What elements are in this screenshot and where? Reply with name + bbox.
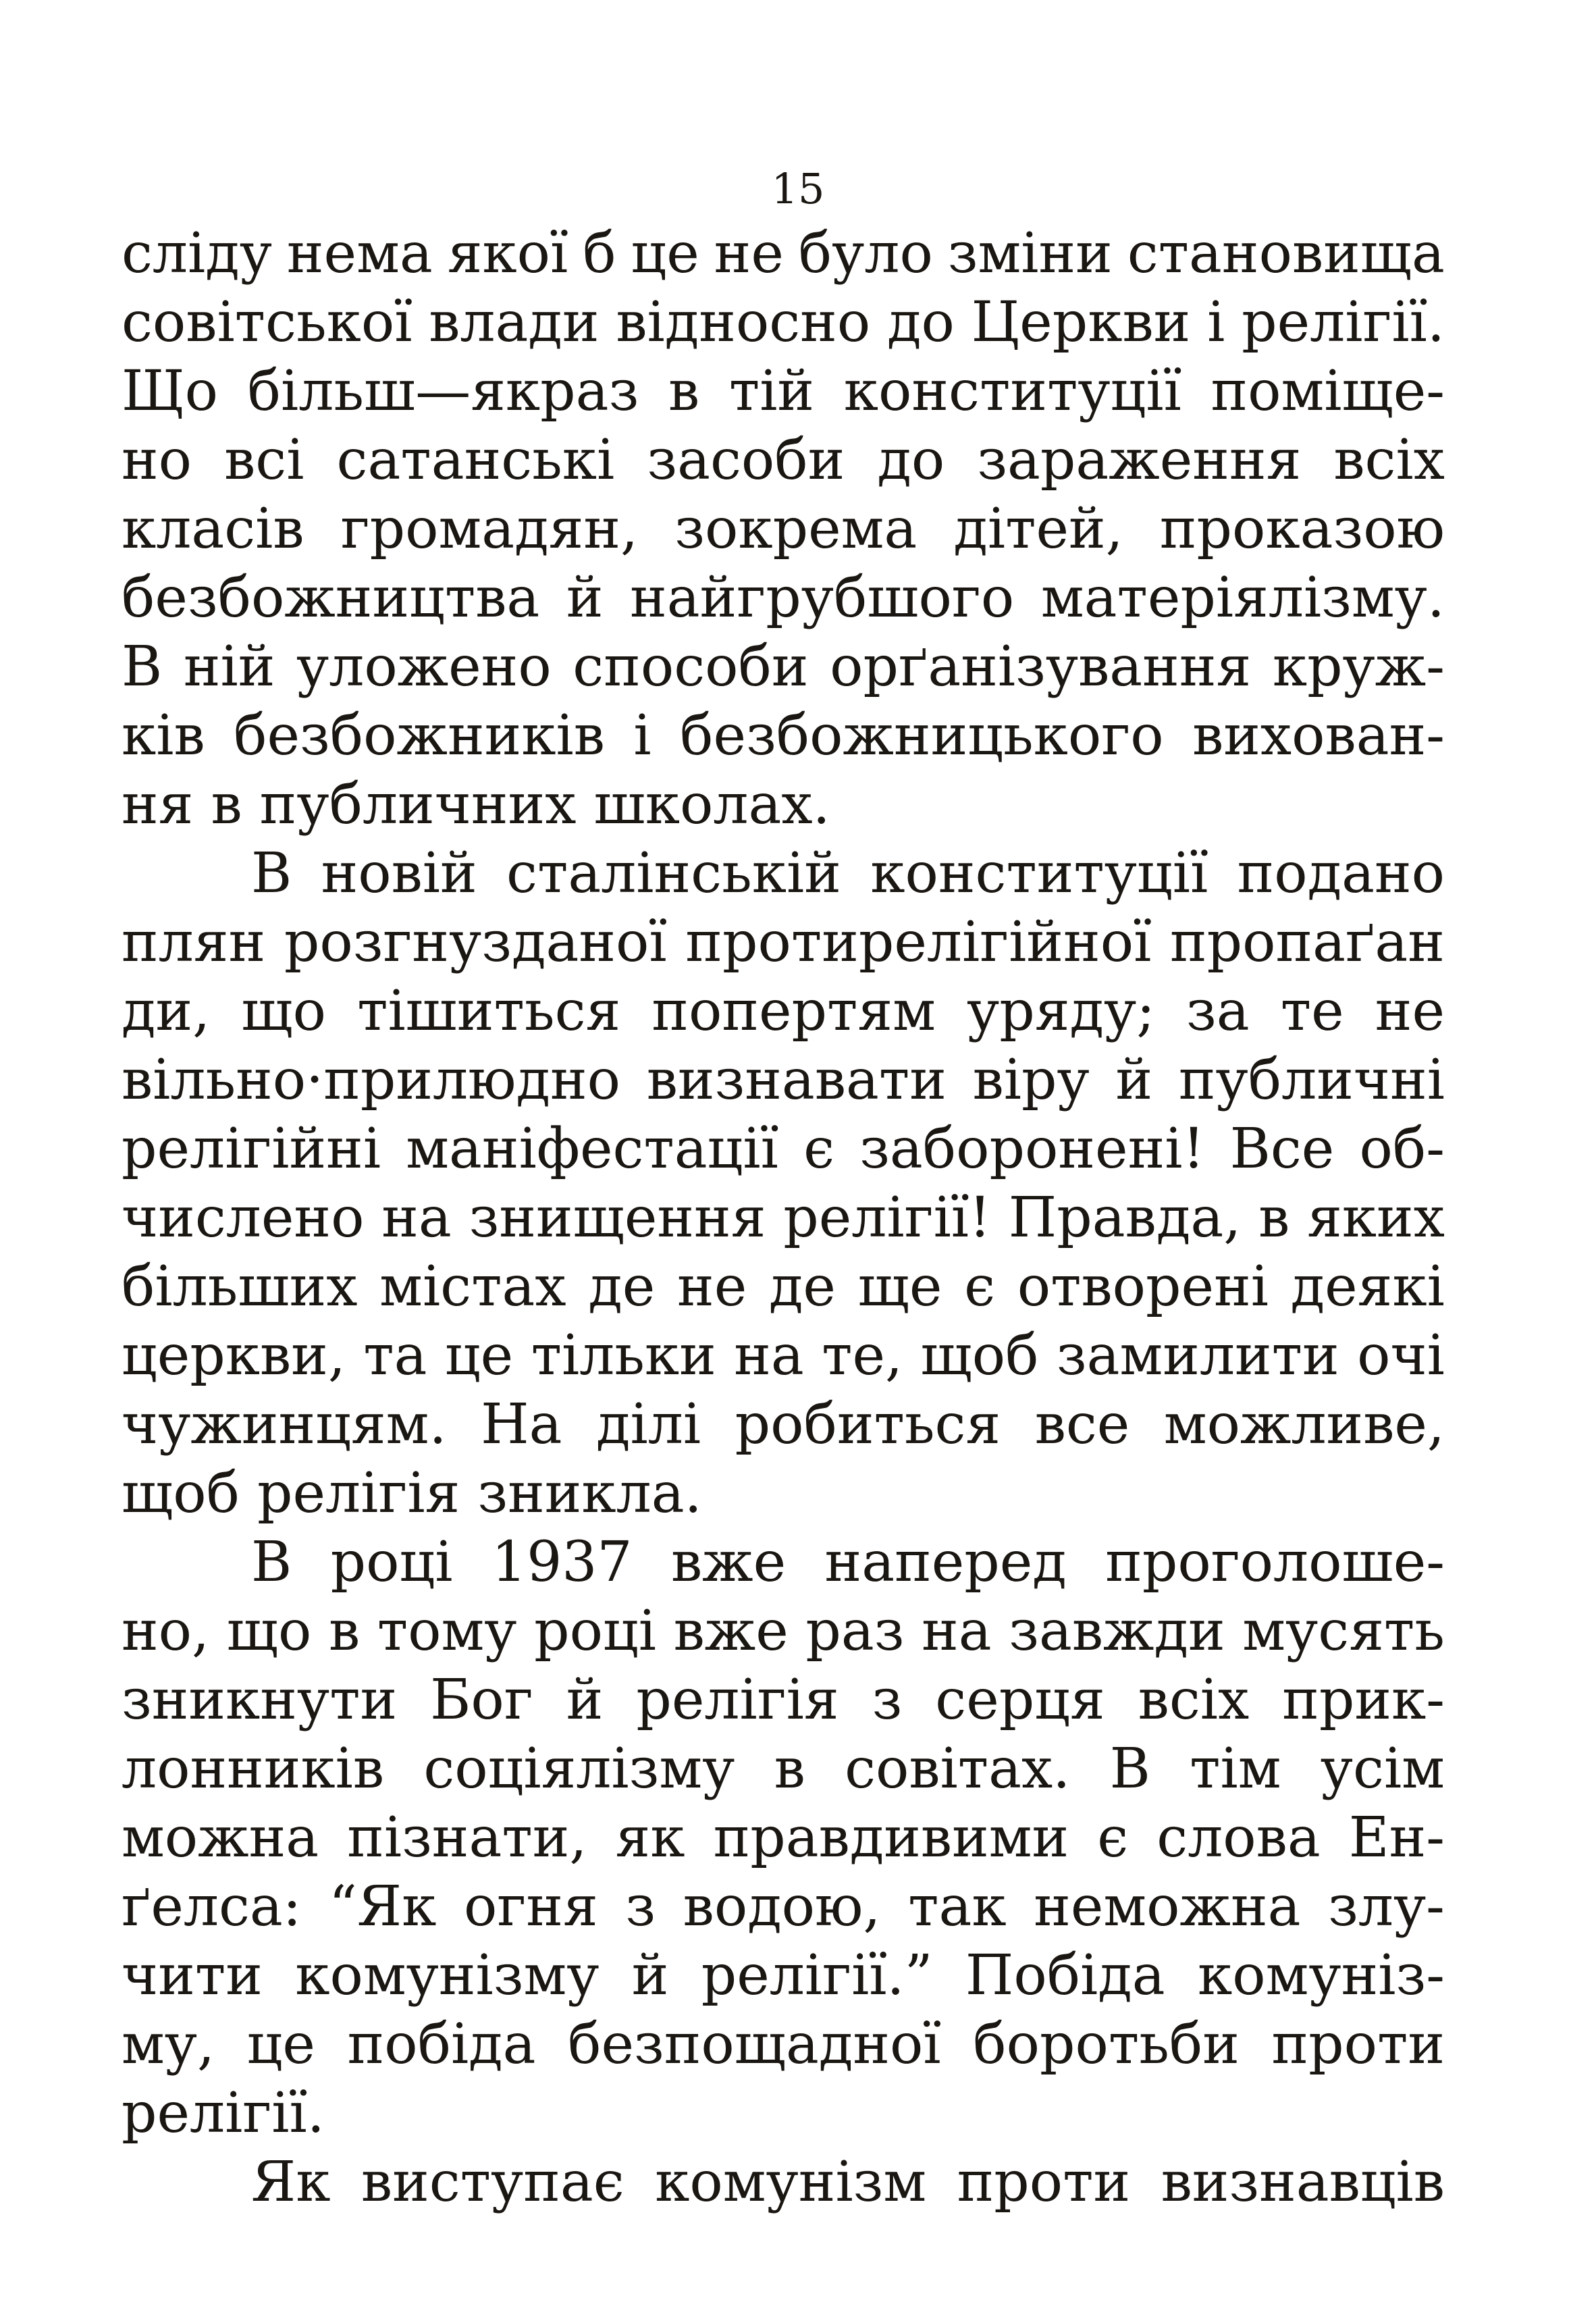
text-word: новій bbox=[321, 841, 477, 906]
text-word: прик- bbox=[1282, 1668, 1445, 1732]
text-word: де bbox=[768, 1255, 836, 1319]
text-word: чити bbox=[122, 1943, 263, 2008]
body-text bbox=[122, 219, 1445, 2217]
text-word: безбожницького bbox=[680, 704, 1164, 768]
text-word: як bbox=[615, 1806, 685, 1870]
text-word: більш—якраз bbox=[247, 359, 639, 423]
text-word: на bbox=[922, 1599, 992, 1663]
text-word: деякі bbox=[1290, 1255, 1445, 1319]
text-word: поміще- bbox=[1211, 359, 1445, 423]
text-word: На bbox=[481, 1392, 562, 1457]
text-line bbox=[122, 702, 1445, 771]
text-word: орґанізування bbox=[830, 635, 1252, 699]
text-word: уряду; bbox=[967, 979, 1155, 1043]
text-word: більших bbox=[122, 1255, 358, 1319]
text-word: ній bbox=[183, 635, 275, 699]
text-line bbox=[122, 633, 1445, 702]
text-word: Бог bbox=[430, 1668, 533, 1732]
text-word: й bbox=[566, 1668, 604, 1732]
text-word: визнавців bbox=[1161, 2150, 1445, 2214]
text-word: до bbox=[877, 428, 945, 492]
text-word: замилити bbox=[1056, 1324, 1339, 1388]
text-line bbox=[122, 1115, 1445, 1184]
text-word: матеріялізму. bbox=[1040, 566, 1445, 630]
text-word: з bbox=[625, 1875, 656, 1939]
text-word: конституції bbox=[843, 359, 1181, 423]
text-word: б bbox=[583, 221, 616, 286]
text-word: тій bbox=[728, 359, 815, 423]
text-word: це bbox=[444, 1324, 514, 1388]
text-word: зараження bbox=[977, 428, 1302, 492]
text-word: Правда, bbox=[1008, 1186, 1242, 1250]
text-word: робиться bbox=[735, 1392, 1001, 1457]
text-line bbox=[122, 908, 1445, 977]
text-word: в bbox=[774, 1737, 805, 1801]
text-word: Церкви bbox=[971, 290, 1191, 355]
text-word: побіда bbox=[347, 2012, 536, 2077]
text-word: влади bbox=[429, 290, 600, 355]
text-word: знищення bbox=[469, 1186, 766, 1250]
text-word: можна bbox=[122, 1806, 319, 1870]
text-word: Ен- bbox=[1348, 1806, 1445, 1870]
text-word: не bbox=[1375, 979, 1445, 1043]
text-word: найгрубшого bbox=[630, 566, 1015, 630]
text-word: способи bbox=[573, 635, 809, 699]
text-word: но, bbox=[122, 1599, 210, 1663]
text-word: тільки bbox=[531, 1324, 716, 1388]
text-line bbox=[122, 1735, 1445, 1804]
text-word: тім bbox=[1190, 1737, 1281, 1801]
text-word: відносно bbox=[616, 290, 871, 355]
text-word: Все bbox=[1229, 1117, 1335, 1181]
text-word: попертям bbox=[651, 979, 936, 1043]
text-word: щоб bbox=[920, 1324, 1039, 1388]
text-word: містах bbox=[379, 1255, 566, 1319]
text-word: му, bbox=[122, 2012, 215, 2077]
text-word: на bbox=[381, 1186, 452, 1250]
text-word: наперед bbox=[824, 1530, 1067, 1594]
text-word: те bbox=[1280, 979, 1344, 1043]
text-word: до bbox=[887, 290, 955, 355]
text-word: комунізму bbox=[295, 1943, 600, 2008]
text-word: уложено bbox=[296, 635, 552, 699]
text-word: та bbox=[363, 1324, 427, 1388]
text-line bbox=[122, 1597, 1445, 1666]
text-word: числено bbox=[122, 1186, 365, 1250]
text-word: протирелігійної bbox=[685, 910, 1152, 974]
text-word: проказою bbox=[1159, 497, 1445, 561]
text-line bbox=[122, 1390, 1445, 1459]
text-line bbox=[122, 1941, 1445, 2010]
text-word: Як bbox=[251, 2150, 331, 2214]
text-word: зокрема bbox=[674, 497, 917, 561]
text-word: це bbox=[246, 2012, 315, 2077]
text-word: совітської bbox=[122, 290, 413, 355]
text-word: мусять bbox=[1242, 1599, 1445, 1663]
text-line bbox=[122, 771, 1445, 839]
text-word: так bbox=[908, 1875, 1007, 1939]
text-word: класів bbox=[122, 497, 304, 561]
text-word: щоб релігія зникла. bbox=[122, 1461, 702, 1525]
text-word: сліду bbox=[122, 221, 272, 286]
text-word: заборонені! bbox=[859, 1117, 1205, 1181]
text-word: було bbox=[798, 221, 933, 286]
text-word: публичні bbox=[1178, 1048, 1445, 1112]
text-word: комунізм bbox=[655, 2150, 927, 2214]
text-line bbox=[122, 219, 1445, 288]
text-word: проголоше- bbox=[1105, 1530, 1445, 1594]
text-word: не bbox=[714, 221, 784, 286]
text-word: те, bbox=[822, 1324, 903, 1388]
text-word: безбожництва bbox=[122, 566, 540, 630]
text-word: яких bbox=[1307, 1186, 1445, 1250]
text-word: віру bbox=[972, 1048, 1090, 1112]
text-word: правдивими bbox=[713, 1806, 1069, 1870]
text-word: плян bbox=[122, 910, 266, 974]
text-word: релігії. bbox=[122, 2081, 325, 2145]
text-word: зміни bbox=[947, 221, 1113, 286]
text-word: це bbox=[631, 221, 699, 286]
text-line bbox=[122, 357, 1445, 426]
text-word: огня bbox=[464, 1875, 598, 1939]
text-word: усім bbox=[1320, 1737, 1445, 1801]
text-word: сатанські bbox=[336, 428, 615, 492]
text-word: вже bbox=[673, 1599, 789, 1663]
text-word: релігії. bbox=[1242, 290, 1445, 355]
text-word: дітей, bbox=[953, 497, 1123, 561]
text-word: тому bbox=[377, 1599, 517, 1663]
text-line bbox=[122, 1459, 1445, 1528]
text-word: раз bbox=[805, 1599, 905, 1663]
text-line bbox=[122, 495, 1445, 564]
text-word: на bbox=[734, 1324, 804, 1388]
text-line bbox=[122, 1046, 1445, 1115]
text-word: засоби bbox=[647, 428, 845, 492]
text-line bbox=[122, 2148, 1445, 2217]
text-word: нема bbox=[286, 221, 433, 286]
text-word: не bbox=[677, 1255, 747, 1319]
text-word: є bbox=[803, 1117, 834, 1181]
text-word: всіх bbox=[1138, 1668, 1250, 1732]
text-line bbox=[122, 1666, 1445, 1735]
text-word: ґелса: bbox=[122, 1875, 302, 1939]
text-word: В bbox=[122, 635, 163, 699]
text-word: ня в публичних школах. bbox=[122, 773, 830, 837]
text-word: всі bbox=[224, 428, 304, 492]
text-word: тішиться bbox=[357, 979, 621, 1043]
text-word: релігійні bbox=[122, 1117, 381, 1181]
text-word: є bbox=[1097, 1806, 1129, 1870]
page-number: 15 bbox=[771, 164, 825, 213]
text-word: всіх bbox=[1333, 428, 1445, 492]
text-line bbox=[122, 2010, 1445, 2079]
text-line bbox=[122, 426, 1445, 495]
text-word: проти bbox=[957, 2150, 1131, 2214]
text-word: вже bbox=[671, 1530, 787, 1594]
text-word: соціялізму bbox=[423, 1737, 735, 1801]
text-word: боротьби bbox=[973, 2012, 1240, 2077]
text-word: пізнати, bbox=[347, 1806, 587, 1870]
text-line bbox=[122, 1322, 1445, 1390]
text-word: завжди bbox=[1009, 1599, 1225, 1663]
text-word: в bbox=[1258, 1186, 1290, 1250]
text-word: що bbox=[241, 979, 326, 1043]
text-word: ще bbox=[857, 1255, 942, 1319]
text-word: виступає bbox=[361, 2150, 624, 2214]
text-word: де bbox=[588, 1255, 656, 1319]
text-line bbox=[122, 1528, 1445, 1597]
text-line bbox=[122, 1873, 1445, 1941]
text-word: “Як bbox=[329, 1875, 437, 1939]
text-line bbox=[122, 1184, 1445, 1253]
text-word: комуніз- bbox=[1197, 1943, 1445, 2008]
text-word: зникнути bbox=[122, 1668, 398, 1732]
text-word: пропаґан bbox=[1170, 910, 1445, 974]
text-word: розгнузданої bbox=[284, 910, 667, 974]
text-word: серця bbox=[935, 1668, 1105, 1732]
text-word: з bbox=[872, 1668, 903, 1732]
text-word: 1937 bbox=[491, 1530, 633, 1594]
text-word: подано bbox=[1237, 841, 1445, 906]
text-word: ків bbox=[122, 704, 205, 768]
text-word: лонників bbox=[122, 1737, 385, 1801]
text-word: церкви, bbox=[122, 1324, 346, 1388]
text-word: що bbox=[226, 1599, 312, 1663]
text-word: в bbox=[328, 1599, 361, 1663]
text-word: об- bbox=[1359, 1117, 1445, 1181]
text-word: й bbox=[566, 566, 604, 630]
text-word: безбожників bbox=[234, 704, 605, 768]
text-word: якої bbox=[447, 221, 568, 286]
text-word: В bbox=[251, 1530, 292, 1594]
text-word: совітах. bbox=[845, 1737, 1071, 1801]
text-word: слова bbox=[1156, 1806, 1321, 1870]
text-word: і bbox=[1207, 290, 1225, 355]
text-word: Що bbox=[122, 359, 218, 423]
text-word: круж- bbox=[1272, 635, 1445, 699]
text-word: в bbox=[668, 359, 700, 423]
text-word: неможна bbox=[1034, 1875, 1301, 1939]
text-word: очі bbox=[1357, 1324, 1445, 1388]
text-word: році bbox=[534, 1599, 656, 1663]
text-line bbox=[122, 564, 1445, 633]
text-word: визнавати bbox=[646, 1048, 947, 1112]
text-word: водою, bbox=[683, 1875, 881, 1939]
text-word: сталінській bbox=[506, 841, 841, 906]
text-word: безпощадної bbox=[568, 2012, 941, 2077]
text-word: за bbox=[1186, 979, 1250, 1043]
text-word: проти bbox=[1271, 2012, 1445, 2077]
text-word: отворені bbox=[1017, 1255, 1269, 1319]
text-word: В bbox=[1109, 1737, 1150, 1801]
text-word: все bbox=[1034, 1392, 1130, 1457]
text-word: можливе, bbox=[1163, 1392, 1445, 1457]
text-word: маніфестації bbox=[406, 1117, 778, 1181]
text-word: році bbox=[330, 1530, 453, 1594]
text-word: громадян, bbox=[340, 497, 639, 561]
text-word: ділі bbox=[596, 1392, 701, 1457]
text-word: злу- bbox=[1328, 1875, 1445, 1939]
text-line bbox=[122, 839, 1445, 908]
text-line bbox=[122, 288, 1445, 357]
text-word: ди, bbox=[122, 979, 211, 1043]
text-word: і bbox=[633, 704, 651, 768]
text-word: но bbox=[122, 428, 192, 492]
text-word: В bbox=[251, 841, 292, 906]
text-word: чужинцям. bbox=[122, 1392, 447, 1457]
text-word: вихован- bbox=[1192, 704, 1445, 768]
text-line bbox=[122, 2079, 1445, 2148]
text-word: релігії! bbox=[783, 1186, 991, 1250]
text-line bbox=[122, 1253, 1445, 1322]
text-word: й bbox=[1115, 1048, 1153, 1112]
text-word: Побіда bbox=[965, 1943, 1165, 2008]
text-word: й bbox=[631, 1943, 669, 2008]
text-word: релігії.” bbox=[701, 1943, 933, 2008]
text-word: становища bbox=[1127, 221, 1445, 286]
text-word: конституції bbox=[870, 841, 1208, 906]
text-word: є bbox=[964, 1255, 996, 1319]
text-word: релігія bbox=[636, 1668, 839, 1732]
text-word: вільно·прилюдно bbox=[122, 1048, 621, 1112]
text-line bbox=[122, 1804, 1445, 1873]
text-line bbox=[122, 977, 1445, 1046]
